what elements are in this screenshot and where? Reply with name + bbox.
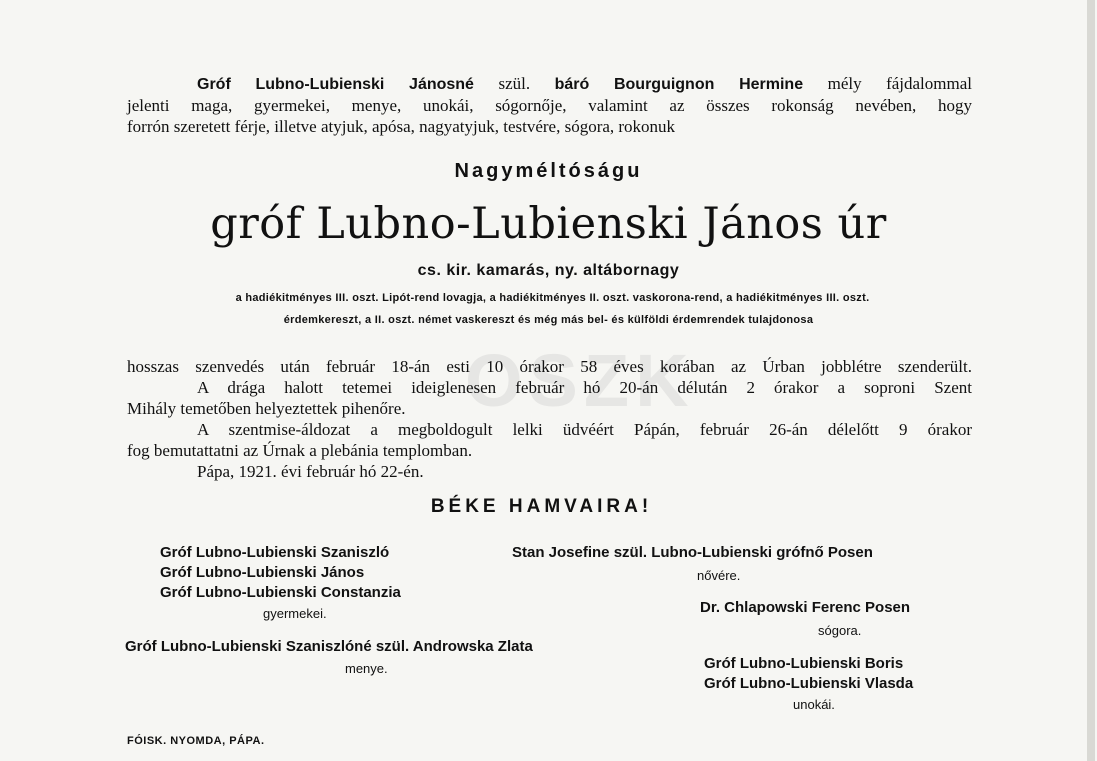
signatory-grandson-vlasda: Gróf Lubno-Lubienski Vlasda	[704, 675, 914, 692]
signatory-son-szaniszlo: Gróf Lubno-Lubienski Szaniszló	[160, 544, 390, 561]
signatory-brother-in-law: Dr. Chlapowski Ferenc Posen	[700, 599, 911, 616]
decorations-line-1: a hadiékitményes III. oszt. Lipót-rend lovagja, a hadiékitményes II. oszt. vaskorona-rend, a hadiékitményes III. oszt.	[235, 292, 870, 304]
decorations-line-2: érdemkereszt, a II. oszt. német vaskereszt és még más bel- és külföldi érdemrendek tulajdonosa	[283, 314, 814, 326]
printer-imprint: FÓISK. NYOMDA, PÁPA.	[127, 735, 265, 747]
relation-grandchildren: unokái.	[793, 697, 835, 712]
relation-brother-in-law: sógora.	[818, 623, 862, 638]
date-line: Pápa, 1921. évi február hó 22-én.	[197, 462, 424, 481]
widow-maiden-name: báró Bourguignon Hermine	[554, 76, 804, 93]
widow-name: Gróf Lubno-Lubienski Jánosné	[197, 76, 474, 93]
body-line-4: A szentmise-áldozat a megboldogult lelki üdvéért Pápán, február 26-án délelőtt 9 órakor	[197, 420, 972, 439]
signatory-sister: Stan Josefine szül. Lubno-Lubienski grófnő Posen	[512, 544, 873, 561]
body-line-2: A drága halott tetemei ideiglenesen február hó 20-án délután 2 órakor a soproni Szent	[197, 378, 972, 397]
signatory-grandson-boris: Gróf Lubno-Lubienski Boris	[704, 655, 904, 672]
intro-line-1: Gróf Lubno-Lubienski Jánosné szül. báró Bourguignon Hermine mély fájdalommal	[197, 74, 972, 93]
watermark: OSZK	[465, 339, 695, 422]
intro-line-2: jelenti maga, gyermekei, menye, unokái, sógornője, valamint az összes rokonság nevében, hogy	[127, 96, 972, 115]
honorific: Nagyméltóságu	[454, 160, 643, 182]
intro-paragraph	[127, 73, 972, 137]
body-line-3: Mihály temetőben helyeztettek pihenőre.	[127, 399, 406, 418]
body-line-5: fog bemutattatni az Úrnak a plebánia templomban.	[127, 441, 473, 460]
relation-sister: nővére.	[697, 568, 741, 583]
signatory-daughter-in-law: Gróf Lubno-Lubienski Szaniszlóné szül. Androwska Zlata	[125, 638, 533, 655]
body-line-1: hosszas szenvedés után február 18-án esti 10 órakor 58 éves korában az Úrban jobblétre szenderült.	[127, 357, 972, 376]
relation-daughter-in-law: menye.	[345, 661, 388, 676]
scan-edge	[1087, 0, 1095, 761]
body-paragraph	[127, 356, 972, 482]
intro-line-3: forrón szeretett férje, illetve atyjuk, apósa, nagyatyjuk, testvére, sógora, rokonuk	[127, 117, 676, 136]
rank: cs. kir. kamarás, ny. altábornagy	[417, 262, 680, 279]
farewell: BÉKE HAMVAIRA!	[430, 496, 653, 517]
signatory-daughter-constanzia: Gróf Lubno-Lubienski Constanzia	[160, 584, 401, 601]
signatory-son-janos: Gróf Lubno-Lubienski János	[160, 564, 365, 581]
deceased-name: gróf Lubno-Lubienski János úr	[210, 199, 887, 249]
relation-children: gyermekei.	[263, 606, 327, 621]
